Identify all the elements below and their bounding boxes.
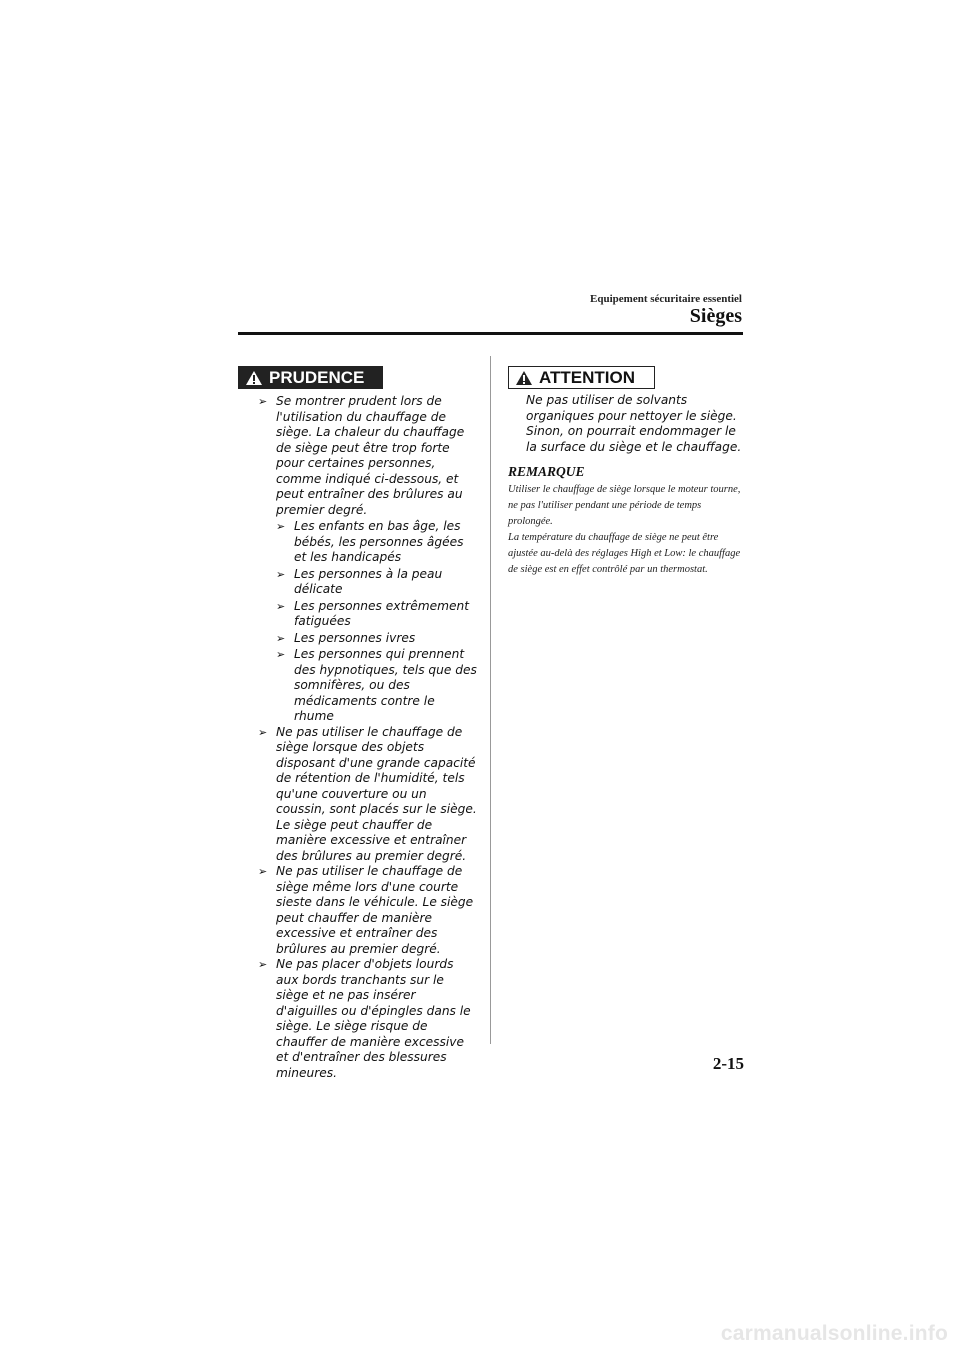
arrow-bullet-icon: ➢ [258, 725, 268, 739]
sub-list-item [276, 647, 478, 725]
warning-triangle-icon [245, 370, 263, 386]
attention-badge [508, 366, 655, 389]
list-item [258, 725, 478, 865]
warning-triangle-icon [515, 370, 533, 386]
remarque-text [508, 482, 744, 578]
arrow-bullet-icon: ➢ [276, 631, 286, 645]
attention-badge-content [509, 367, 654, 388]
arrow-bullet-icon: ➢ [258, 865, 268, 878]
header-title: Sièges [689, 305, 742, 327]
watermark: carmanualsonline.info [720, 1322, 948, 1345]
prudence-badge [238, 366, 383, 389]
page-number: 2-15 [712, 1054, 744, 1073]
sub-list-item-text: Les personnes extrêmement fatiguées [294, 598, 469, 628]
remarque-paragraph: La température du chauffage de siège ne peut être ajustée au-delà des réglages High et Low: le chauffage de siège est en effet contrôlé par un thermostat. [508, 532, 741, 575]
arrow-bullet-icon: ➢ [276, 599, 286, 613]
sub-list-item [276, 519, 478, 566]
sub-list-item [276, 599, 478, 630]
sub-list-item-text: Les personnes à la peau délicate [294, 566, 443, 596]
sub-list-item [276, 631, 478, 647]
arrow-bullet-icon: ➢ [258, 395, 268, 408]
column-divider [490, 356, 491, 1044]
arrow-bullet-icon: ➢ [276, 648, 286, 661]
list-item [258, 864, 478, 957]
sub-list-item-text: Les personnes qui prennent des hypnotiques, tels que des somnifères, ou des médicaments contre le rhume [294, 647, 477, 723]
remarque-paragraph: Utiliser le chauffage de siège lorsque le moteur tourne, ne pas l'utiliser pendant une période de temps prolongée. [508, 484, 741, 527]
list-item [258, 957, 478, 1081]
list-item-text: Ne pas utiliser le chauffage de siège même lors d'une courte sieste dans le véhicule. Le siège peut chauffer de manière excessive et entraîner des brûlures au premier degré. [276, 864, 474, 956]
arrow-bullet-icon: ➢ [258, 958, 268, 971]
prudence-sub-list [276, 519, 478, 725]
sub-list-item [276, 567, 478, 598]
list-item-text: Se montrer prudent lors de l'utilisation du chauffage de siège. La chaleur du chauffage de siège peut être trop forte pour certaines personnes, comme indiqué ci-dessous, et peut entraîner des brûlures au premier degré. [276, 394, 465, 517]
list-item-text: Ne pas placer d'objets lourds aux bords tranchants sur le siège et ne pas insérer d'aiguilles ou d'épingles dans le siège. Le siège risque de chauffer de manière excessive et d'entraîner des blessures mineures. [276, 957, 471, 1080]
attention-text: Ne pas utiliser de solvants organiques pour nettoyer le siège. Sinon, on pourrait endommager le la surface du siège et le chauffage. [526, 393, 742, 454]
prudence-list [258, 394, 478, 1081]
header-section-label: Equipement sécuritaire essentiel [590, 293, 742, 305]
arrow-bullet-icon: ➢ [276, 520, 286, 533]
sub-list-item-text: Les personnes ivres [294, 630, 416, 645]
header-rule [238, 332, 743, 335]
list-item [258, 394, 478, 518]
list-item-text: Ne pas utiliser le chauffage de siège lorsque des objets disposant d'une grande capacité de rétention de l'humidité, tels qu'une couverture ou un coussin, sont placés sur le siège. Le siège peut chauffer de manière excessive et entraîner des brûlures au premier degré. [276, 724, 477, 863]
prudence-label: PRUDENCE [269, 367, 365, 387]
prudence-badge-fill [239, 367, 382, 388]
attention-label: ATTENTION [539, 367, 636, 387]
arrow-bullet-icon: ➢ [276, 567, 286, 581]
remarque-title: REMARQUE [508, 464, 585, 479]
sub-list-item-text: Les enfants en bas âge, les bébés, les personnes âgées et les handicapés [294, 519, 464, 564]
